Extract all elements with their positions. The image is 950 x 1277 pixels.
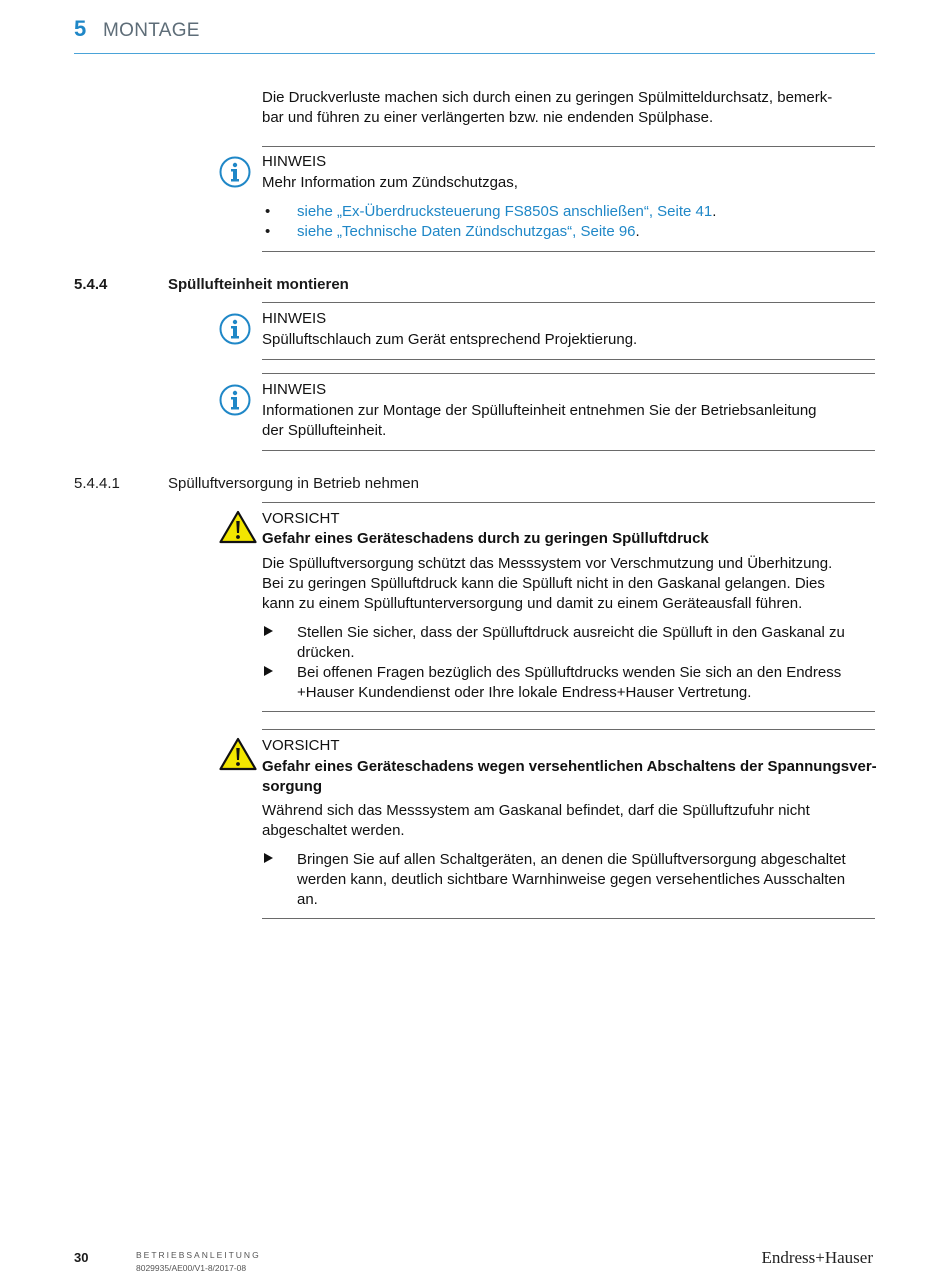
arrow-right-icon <box>264 666 273 676</box>
note1-bottom-rule <box>262 251 875 252</box>
caution2-para-2: abgeschaltet werden. <box>262 822 405 839</box>
link-suffix: . <box>635 223 640 240</box>
page-header <box>74 16 875 54</box>
info-icon <box>219 156 251 188</box>
subsection-title: Spülluftversorgung in Betrieb nehmen <box>168 475 419 492</box>
caution2-heading-1: Gefahr eines Geräteschadens wegen versehentlichen Abschaltens der Spannungsver- <box>262 758 877 775</box>
section-title: Spüllufteinheit montieren <box>168 276 349 293</box>
link-suffix: . <box>712 203 717 220</box>
caution2-heading-2: sorgung <box>262 778 322 795</box>
caution1-para-2: Bei zu geringen Spülluftdruck kann die Spülluft nicht in den Gaskanal gelangen. Dies <box>262 575 825 592</box>
caution2-title: VORSICHT <box>262 737 340 754</box>
caution1-bottom-rule <box>262 711 875 712</box>
doc-code: 8029935/AE00/V1-8/2017-08 <box>136 1263 247 1273</box>
caution1-para-3: kann zu einem Spülluftunterversorgung und damit zu einem Geräteausfall führen. <box>262 595 803 612</box>
link-technische-daten[interactable]: siehe „Technische Daten Zündschutzgas“, Seite 96 <box>297 223 636 240</box>
note2-bottom-rule <box>262 359 875 360</box>
caution1-step-1b: drücken. <box>297 644 355 661</box>
note3-line-2: der Spüllufteinheit. <box>262 422 387 439</box>
caution1-step-1a: Stellen Sie sicher, dass der Spülluftdruck ausreicht die Spülluft in den Gaskanal zu <box>297 624 845 641</box>
warning-triangle-icon <box>219 737 257 771</box>
note1-title: HINWEIS <box>262 153 327 170</box>
caution1-para-1: Die Spülluftversorgung schützt das Messsystem vor Verschmutzung und Überhitzung. <box>262 555 833 572</box>
caution1-title: VORSICHT <box>262 510 340 527</box>
note2-top-rule <box>262 302 875 303</box>
caution2-bottom-rule <box>262 918 875 919</box>
arrow-right-icon <box>264 626 273 636</box>
subsection-number: 5.4.4.1 <box>74 475 120 492</box>
note3-top-rule <box>262 373 875 374</box>
note3-title: HINWEIS <box>262 381 327 398</box>
list-item <box>297 202 716 222</box>
link-ex-ueberdrucksteuerung[interactable]: siehe „Ex-Überdrucksteuerung FS850S anschließen“, Seite 41 <box>297 203 713 220</box>
intro-line-2: bar und führen zu einer verlängerten bzw. nie endenden Spülphase. <box>262 109 714 126</box>
doc-type: BETRIEBSANLEITUNG <box>136 1250 261 1260</box>
caution2-para-1: Während sich das Messsystem am Gaskanal befindet, darf die Spülluftzufuhr nicht <box>262 802 810 819</box>
caution1-step-2b: +Hauser Kundendienst oder Ihre lokale Endress+Hauser Vertretung. <box>297 684 752 701</box>
caution1-heading: Gefahr eines Geräteschadens durch zu geringen Spülluftdruck <box>262 530 709 547</box>
chapter-number: 5 <box>74 16 87 41</box>
caution2-step-1a: Bringen Sie auf allen Schaltgeräten, an denen die Spülluftversorgung abgeschaltet <box>297 851 846 868</box>
bullet: • <box>265 223 271 240</box>
info-icon <box>219 313 251 345</box>
note3-bottom-rule <box>262 450 875 451</box>
note2-text: Spülluftschlauch zum Gerät entsprechend Projektierung. <box>262 331 638 348</box>
chapter-title: MONTAGE <box>103 20 200 41</box>
note1-top-rule <box>262 146 875 147</box>
intro-line-1: Die Druckverluste machen sich durch einen zu geringen Spülmitteldurchsatz, bemerk- <box>262 89 833 106</box>
section-number: 5.4.4 <box>74 276 108 293</box>
note2-title: HINWEIS <box>262 310 327 327</box>
note3-line-1: Informationen zur Montage der Spüllufteinheit entnehmen Sie der Betriebsanleitung <box>262 402 817 419</box>
caution1-top-rule <box>262 502 875 503</box>
caution1-step-2a: Bei offenen Fragen bezüglich des Spülluftdrucks wenden Sie sich an den Endress <box>297 664 842 681</box>
brand-logo: Endress+Hauser <box>761 1248 873 1267</box>
note1-text: Mehr Information zum Zündschutzgas, <box>262 174 518 191</box>
caution2-top-rule <box>262 729 875 730</box>
arrow-right-icon <box>264 853 273 863</box>
info-icon <box>219 384 251 416</box>
list-item <box>297 222 640 242</box>
bullet: • <box>265 203 271 220</box>
page-number: 30 <box>74 1250 89 1265</box>
warning-triangle-icon <box>219 510 257 544</box>
caution2-step-1c: an. <box>297 891 318 908</box>
caution2-step-1b: werden kann, deutlich sichtbare Warnhinweise gegen versehentliches Ausschalten <box>297 871 846 888</box>
